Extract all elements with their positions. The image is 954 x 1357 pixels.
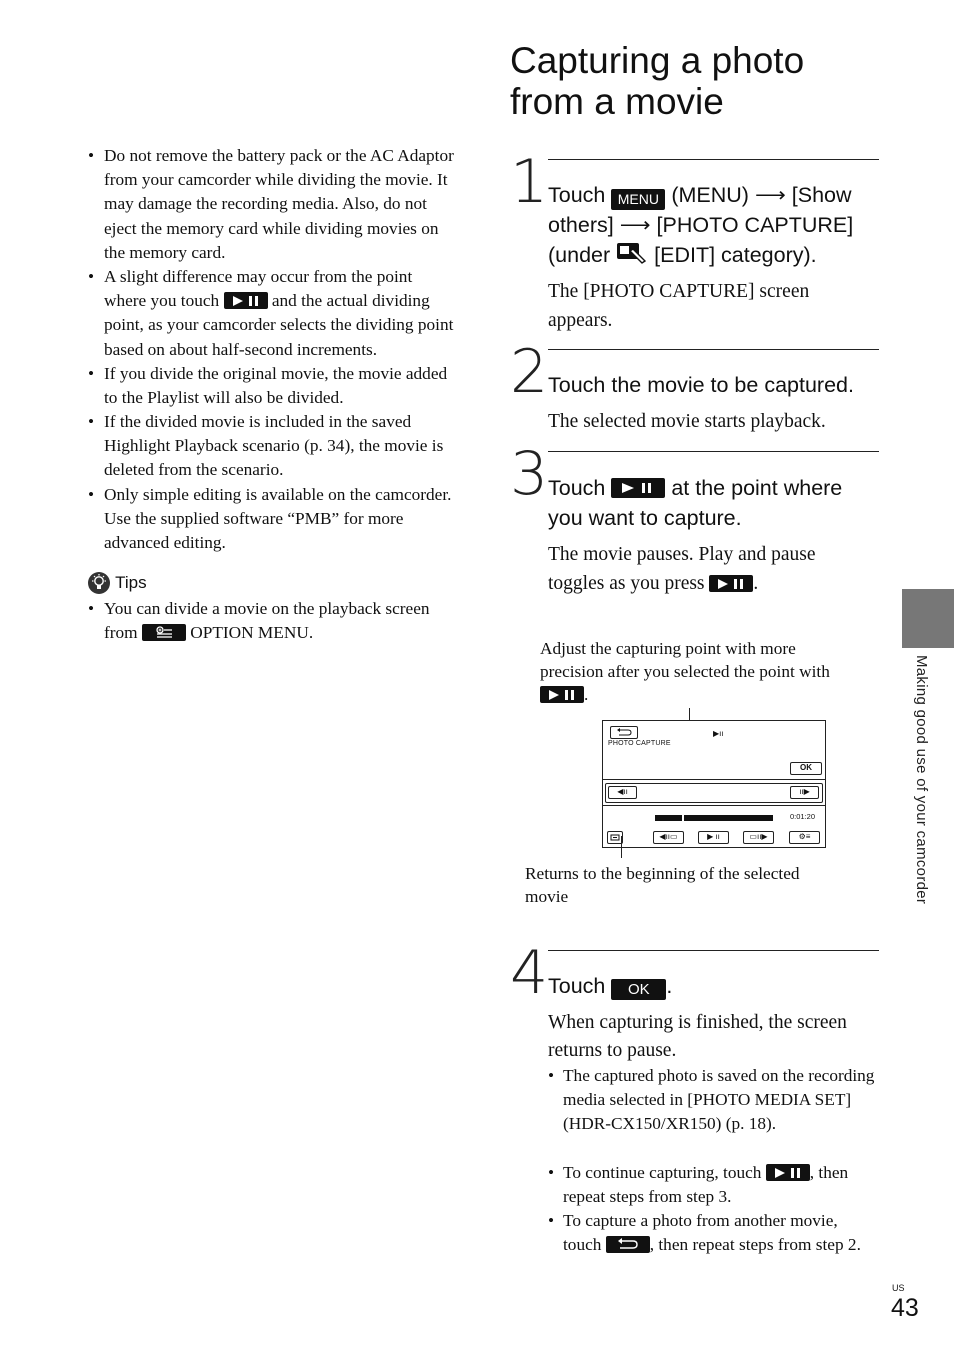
step2-number: 2	[510, 337, 549, 407]
step3-body: The movie pauses. Play and pause toggles as you press .	[548, 544, 816, 594]
previous-button[interactable]: ◀ıı▭	[653, 831, 684, 844]
play-pause-icon	[611, 478, 665, 498]
page-number: 43	[891, 1294, 919, 1322]
option-menu-icon	[142, 624, 186, 641]
edit-category-icon	[616, 241, 648, 265]
side-tab-block	[902, 589, 954, 648]
page-title: Capturing a photo from a movie	[510, 40, 805, 122]
play-pause-indicator-icon: ▶︎ıı	[713, 729, 724, 738]
step1-number: 1	[510, 147, 549, 217]
menu-icon: MENU	[611, 189, 665, 210]
step4-body: When capturing is finished, the screen returns to pause.	[548, 1012, 847, 1061]
step-forward-button[interactable]: ıı▶	[790, 786, 819, 799]
left-bullet-2: • A slight difference may occur from the point where you touch and the actual dividing point, as your camcorder selects the dividing point based on about half-second increments.	[88, 267, 454, 359]
step2-rule	[548, 349, 879, 350]
ok-icon: OK	[611, 979, 666, 1000]
left-bullet-5: • Only simple editing is available on the camcorder. Use the supplied software “PMB” for more advanced editing.	[88, 485, 452, 553]
left-bullet-4: • If the divided movie is included in the saved Highlight Playback scenario (p. 34), the movie is deleted from the scenario.	[88, 412, 444, 480]
play-pause-icon	[709, 575, 753, 592]
play-pause-icon	[224, 292, 268, 309]
tips-bullet: • You can divide a movie on the playback screen from OPTION MENU.	[88, 599, 430, 643]
screen-divider	[603, 779, 825, 780]
time-readout: 0:01:20	[790, 812, 816, 821]
step2-body: The selected movie starts playback.	[548, 411, 826, 432]
play-pause-icon	[540, 686, 584, 703]
side-tab-label: Making good use of your camcorder	[913, 655, 930, 905]
step4-bullet-3: • To capture a photo from another movie, touch , then repeat steps from step 2.	[548, 1211, 861, 1255]
play-pause-icon	[766, 1164, 810, 1181]
seek-bar[interactable]	[655, 815, 773, 821]
callout-adjust: Adjust the capturing point with more precision after you selected the point with .	[540, 639, 830, 704]
play-pause-button[interactable]: ▶ ıı	[698, 831, 729, 844]
step1-rule	[548, 159, 879, 160]
photo-capture-screen	[602, 720, 826, 848]
ok-button[interactable]: OK	[790, 762, 822, 775]
tips-heading: Tips	[88, 572, 147, 596]
next-button[interactable]: ▭ıı▶	[743, 831, 774, 844]
back-icon	[606, 1236, 650, 1253]
seek-marker	[682, 815, 684, 821]
arrow-right-icon: ⟶	[619, 213, 651, 237]
left-bullet-3: • If you divide the original movie, the movie added to the Playlist will also be divided.	[88, 364, 448, 408]
screen-divider	[603, 805, 825, 806]
step1-heading: Touch MENU (MENU) ⟶ [Show others] ⟶ [PHOTO CAPTURE] (under [EDIT] category).	[548, 183, 854, 267]
step3-number: 3	[510, 439, 549, 509]
left-bullet-1: • Do not remove the battery pack or the AC Adaptor from your camcorder while dividing the movie. It may damage the recording media. Also, do not eject the memory card while dividing movies on the memory card.	[88, 146, 454, 262]
screen-title: PHOTO CAPTURE	[608, 740, 671, 747]
lightbulb-icon	[88, 572, 110, 594]
callout-returns: Returns to the beginning of the selected movie	[525, 864, 800, 906]
step4-bullet-2: • To continue capturing, touch , then repeat steps from step 3.	[548, 1163, 849, 1207]
step4-rule	[548, 950, 879, 951]
arrow-right-icon: ⟶	[754, 183, 786, 207]
step2-heading: Touch the movie to be captured.	[548, 373, 854, 397]
callout-line-bottom	[621, 836, 622, 858]
step4-bullet-1: • The captured photo is saved on the recording media selected in [PHOTO MEDIA SET] (HDR-CX150/XR150) (p. 18).	[548, 1066, 875, 1134]
page-region: US	[892, 1283, 905, 1293]
option-button[interactable]: ⚙≡	[789, 831, 820, 844]
back-button[interactable]	[610, 726, 638, 739]
step4-number: 4	[510, 938, 549, 1008]
step4-heading: Touch OK .	[548, 974, 673, 998]
step-back-button[interactable]: ◀ıı	[608, 786, 637, 799]
step3-heading: Touch at the point where you want to capture.	[548, 476, 843, 530]
step3-rule	[548, 451, 879, 452]
step1-body: The [PHOTO CAPTURE] screen appears.	[548, 281, 810, 331]
